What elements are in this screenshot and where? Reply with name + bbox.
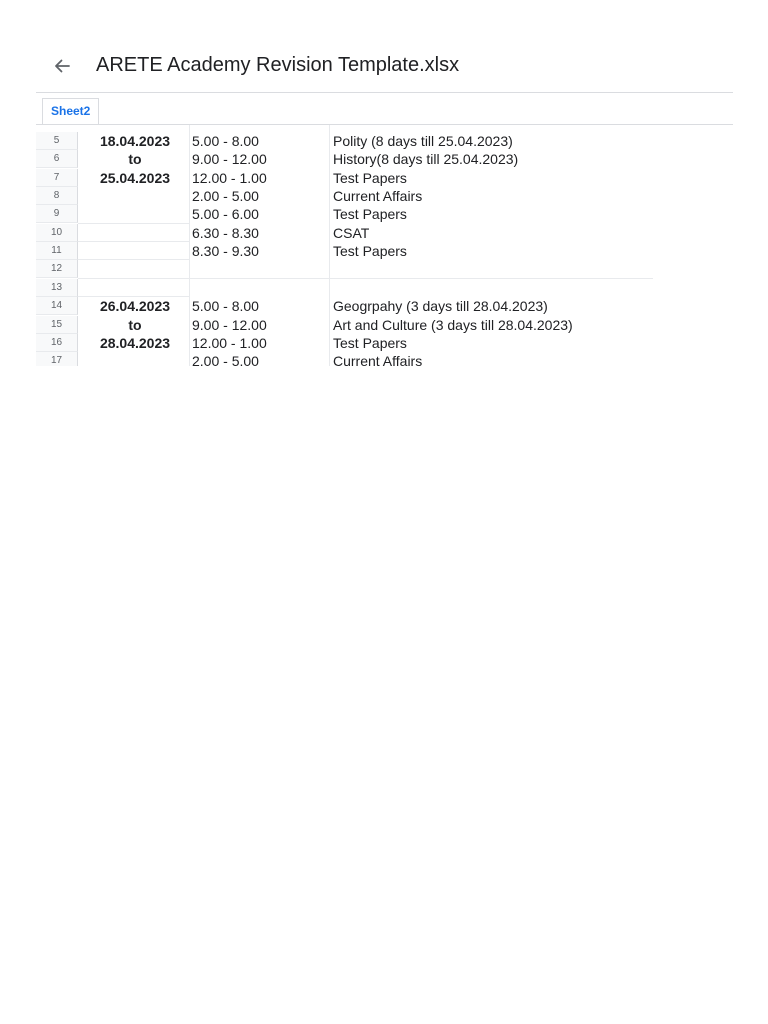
cell-date[interactable]: to bbox=[128, 316, 142, 333]
cell-subject[interactable]: Test Papers bbox=[333, 243, 407, 260]
cell-date[interactable] bbox=[80, 279, 190, 297]
cell-date[interactable] bbox=[80, 205, 190, 223]
cell-date[interactable] bbox=[80, 224, 190, 242]
cell-date[interactable] bbox=[80, 260, 190, 278]
row-gridline bbox=[78, 223, 189, 224]
row-number[interactable]: 6 bbox=[36, 150, 78, 168]
cell-time[interactable]: 2.00 - 5.00 bbox=[192, 353, 259, 366]
row-number[interactable]: 10 bbox=[36, 224, 78, 242]
table-row bbox=[36, 169, 733, 187]
table-row bbox=[36, 334, 733, 352]
cell-date[interactable]: to bbox=[128, 151, 142, 168]
cell-time[interactable]: 5.00 - 6.00 bbox=[192, 206, 259, 223]
table-row bbox=[36, 242, 733, 260]
cell-date[interactable]: 26.04.2023 bbox=[99, 298, 171, 315]
row-number[interactable]: 5 bbox=[36, 132, 78, 150]
row-number[interactable]: 12 bbox=[36, 260, 78, 278]
cell-subject[interactable]: Polity (8 days till 25.04.2023) bbox=[333, 133, 513, 149]
cell-time[interactable] bbox=[192, 260, 330, 278]
cell-subject[interactable]: Art and Culture (3 days till 28.04.2023) bbox=[333, 316, 573, 333]
cell-date[interactable]: 25.04.2023 bbox=[99, 169, 171, 186]
table-row bbox=[36, 187, 733, 205]
table-row bbox=[36, 316, 733, 334]
sheet-grid[interactable] bbox=[36, 125, 733, 366]
table-row bbox=[36, 205, 733, 223]
cell-time[interactable]: 5.00 - 8.00 bbox=[192, 133, 259, 149]
row-gridline bbox=[78, 278, 653, 279]
table-row bbox=[36, 297, 733, 315]
row-gridline bbox=[78, 241, 189, 242]
table-row bbox=[36, 224, 733, 242]
column-gridline bbox=[189, 125, 190, 366]
cell-time[interactable]: 5.00 - 8.00 bbox=[192, 298, 259, 315]
cell-subject[interactable]: Test Papers bbox=[333, 206, 407, 223]
cell-subject[interactable]: Current Affairs bbox=[333, 353, 423, 366]
cell-date[interactable]: 28.04.2023 bbox=[99, 334, 171, 351]
cell-time[interactable]: 6.30 - 8.30 bbox=[192, 224, 259, 241]
cell-subject[interactable]: Test Papers bbox=[333, 169, 407, 186]
row-number[interactable]: 16 bbox=[36, 334, 78, 352]
row-number[interactable]: 7 bbox=[36, 169, 78, 187]
row-number[interactable]: 9 bbox=[36, 205, 78, 223]
row-number[interactable]: 17 bbox=[36, 352, 78, 366]
cell-time[interactable]: 9.00 - 12.00 bbox=[192, 151, 267, 168]
table-row bbox=[36, 260, 733, 278]
cell-date[interactable] bbox=[80, 187, 190, 205]
cell-date[interactable] bbox=[80, 242, 190, 260]
column-gridline bbox=[329, 125, 330, 366]
cell-time[interactable]: 12.00 - 1.00 bbox=[192, 169, 267, 186]
cell-subject[interactable]: History(8 days till 25.04.2023) bbox=[333, 151, 519, 168]
table-row bbox=[36, 150, 733, 168]
back-button[interactable] bbox=[46, 50, 78, 82]
row-number[interactable]: 14 bbox=[36, 297, 78, 315]
row-number[interactable]: 8 bbox=[36, 187, 78, 205]
cell-time[interactable]: 2.00 - 5.00 bbox=[192, 188, 259, 205]
arrow-left-icon bbox=[52, 56, 72, 76]
cell-subject[interactable]: Geogrpahy (3 days till 28.04.2023) bbox=[333, 298, 548, 315]
cell-date[interactable] bbox=[80, 352, 190, 366]
row-number[interactable]: 13 bbox=[36, 279, 78, 297]
sheet-tab-bar bbox=[36, 93, 733, 124]
cell-subject[interactable]: Test Papers bbox=[333, 334, 407, 351]
table-row bbox=[36, 132, 733, 150]
cell-subject[interactable]: Current Affairs bbox=[333, 188, 423, 205]
cell-time[interactable] bbox=[192, 279, 330, 297]
app-header bbox=[0, 0, 768, 92]
cell-subject[interactable] bbox=[333, 260, 693, 278]
table-row bbox=[36, 352, 733, 366]
cell-date[interactable]: 18.04.2023 bbox=[99, 133, 171, 149]
file-title: ARETE Academy Revision Template.xlsx bbox=[96, 54, 460, 76]
row-number[interactable]: 15 bbox=[36, 316, 78, 334]
row-gridline bbox=[78, 259, 189, 260]
cell-time[interactable]: 8.30 - 9.30 bbox=[192, 243, 259, 260]
tab-sheet2[interactable]: Sheet2 bbox=[42, 98, 99, 124]
cell-time[interactable]: 9.00 - 12.00 bbox=[192, 316, 267, 333]
row-gridline bbox=[78, 296, 189, 297]
row-number[interactable]: 11 bbox=[36, 242, 78, 260]
cell-time[interactable]: 12.00 - 1.00 bbox=[192, 334, 267, 351]
cell-subject[interactable]: CSAT bbox=[333, 224, 370, 241]
table-row bbox=[36, 279, 733, 297]
cell-subject[interactable] bbox=[333, 279, 693, 297]
